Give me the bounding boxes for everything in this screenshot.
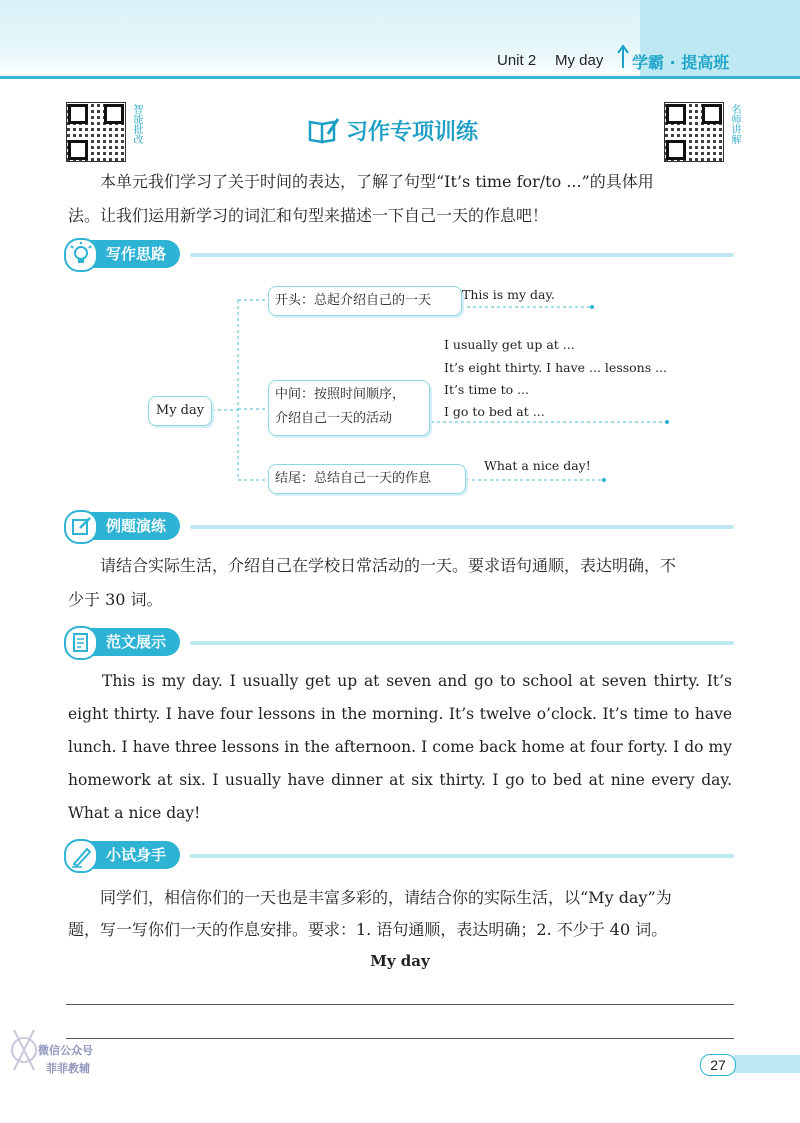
intro-line-2: 法。让我们运用新学习的词汇和句型来描述一下自己一天的作息吧！ (68, 206, 549, 225)
writing-title: My day (370, 952, 430, 970)
writing-line-2[interactable] (66, 1038, 734, 1039)
section-model-heading: 范文展示 (68, 628, 180, 656)
mindmap-middle-box (268, 380, 430, 436)
mindmap-connectors (0, 0, 800, 520)
example-task-line-2: 少于 30 词。 (68, 590, 163, 609)
mindmap-middle-line-1: I usually get up at ... (444, 337, 575, 352)
mindmap-middle-label-2: 介绍自己一天的活动 (275, 411, 393, 426)
lesson-label: My day (555, 52, 604, 69)
section-ideas-heading: 写作思路 (68, 240, 180, 268)
mindmap-root: My day (148, 396, 212, 426)
qr-right-label: 名师讲解 (729, 104, 740, 144)
mindmap-middle-label-1: 中间：按照时间顺序， (275, 387, 406, 402)
model-essay: This is my day. I usually get up at seven and go to school at seven thirty. It’s eight thirty. I have four lessons in the morning. It’s twelve o’clock. It’s time to have lunch. I have three lessons in the afternoon. I come back home at four forty. I do my homework at six. I usually have dinner at six thirty. I go to bed at nine every day. What a nice day! (68, 672, 732, 822)
section-model-rule (190, 641, 734, 645)
footer-tab (734, 1055, 800, 1073)
section-try-heading: 小试身手 (68, 841, 180, 869)
mindmap-middle-line-2: It’s eight thirty. I have ... lessons ... (444, 360, 668, 375)
section-example-rule (190, 525, 734, 529)
intro-line-1: 本单元我们学习了关于时间的表达，了解了句型“It’s time for/to ...”的具体用 (100, 172, 654, 191)
try-task-line-2: 题，写一写你们一天的作息安排。要求：1. 语句通顺，表达明确；2. 不少于 40 词。 (68, 920, 668, 939)
watermark-line-2: 菲菲教辅 (46, 1062, 90, 1075)
page-number: 27 (700, 1054, 736, 1076)
example-task-line-1: 请结合实际生活，介绍自己在学校日常活动的一天。要求语句通顺，表达明确，不 (100, 556, 677, 575)
mindmap-middle-line-4: I go to bed at ... (444, 404, 545, 419)
qr-left-label: 智能批改 (131, 104, 142, 144)
unit-label: Unit 2 (497, 52, 537, 69)
mindmap-opening-text: This is my day. (462, 287, 555, 302)
edit-icon (64, 510, 98, 544)
mindmap-ending-box: 结尾：总结自己一天的作息 (268, 464, 466, 494)
try-task-line-1: 同学们，相信你们的一天也是丰富多彩的，请结合你的实际生活，以“My day”为 (100, 888, 672, 907)
section-example-heading: 例题演练 (68, 512, 180, 540)
brand-label: 学霸 · 提高班 (632, 53, 730, 72)
pencil-icon (64, 839, 98, 873)
mindmap-ending-text: What a nice day! (484, 458, 591, 473)
page-title: 习作专项训练 (346, 120, 479, 145)
mindmap-middle-line-3: It’s time to ... (444, 382, 530, 397)
section-try-rule (190, 854, 734, 858)
mindmap-opening-box: 开头：总起介绍自己的一天 (268, 286, 462, 316)
watermark-line-1: 微信公众号 (38, 1044, 93, 1057)
document-icon (64, 626, 98, 660)
writing-line-1[interactable] (66, 1004, 734, 1005)
